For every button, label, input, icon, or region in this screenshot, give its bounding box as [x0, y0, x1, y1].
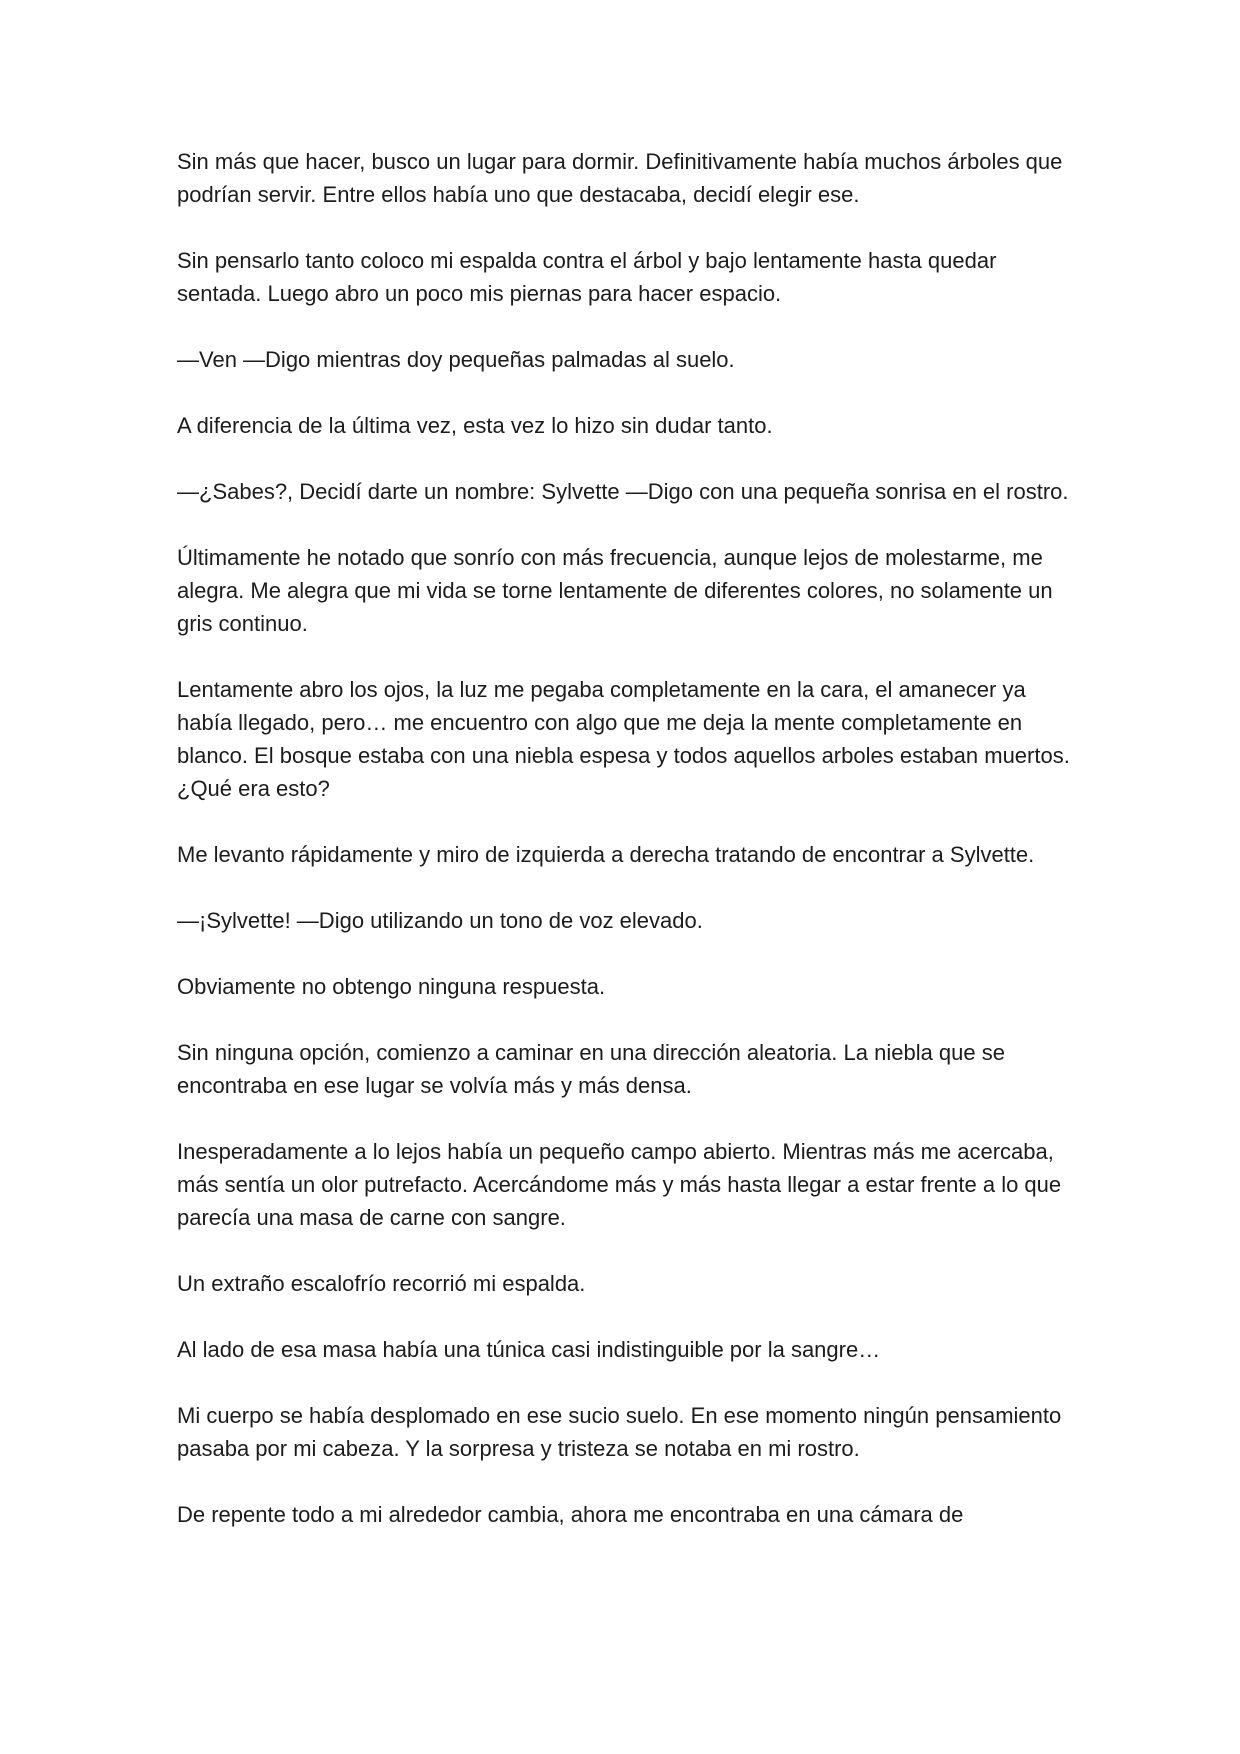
paragraph: Me levanto rápidamente y miro de izquierda a derecha tratando de encontrar a Sylvette.: [177, 842, 1035, 867]
paragraph: —¡Sylvette! —Digo utilizando un tono de voz elevado.: [177, 908, 703, 933]
paragraph: Mi cuerpo se había desplomado en ese sucio suelo. En ese momento ningún pensamiento pasaba por mi cabeza. Y la sorpresa y tristeza se notaba en mi rostro.: [177, 1403, 1062, 1461]
paragraph: Obviamente no obtengo ninguna respuesta.: [177, 974, 606, 999]
paragraph: Sin ninguna opción, comienzo a caminar en una dirección aleatoria. La niebla que se encontraba en ese lugar se volvía más y más densa.: [177, 1040, 1005, 1098]
paragraph: Inesperadamente a lo lejos había un pequeño campo abierto. Mientras más me acercaba, más sentía un olor putrefacto. Acercándome más y más hasta llegar a estar frente a lo que parecía una masa de carne con sangre.: [177, 1139, 1062, 1230]
paragraph: —Ven —Digo mientras doy pequeñas palmadas al suelo.: [177, 347, 735, 372]
paragraph: —¿Sabes?, Decidí darte un nombre: Sylvette —Digo con una pequeña sonrisa en el rostro.: [177, 479, 1069, 504]
paragraph: De repente todo a mi alrededor cambia, ahora me encontraba en una cámara de: [177, 1502, 964, 1527]
paragraph: Un extraño escalofrío recorrió mi espalda.: [177, 1271, 586, 1296]
paragraph: Últimamente he notado que sonrío con más frecuencia, aunque lejos de molestarme, me alegra. Me alegra que mi vida se torne lentamente de diferentes colores, no solamente un gris continuo.: [177, 545, 1053, 636]
paragraph: Lentamente abro los ojos, la luz me pegaba completamente en la cara, el amanecer ya había llegado, pero… me encuentro con algo que me deja la mente completamente en blanco. El bosque estaba con una niebla espesa y todos aquellos arboles estaban muertos. ¿Qué era esto?: [177, 677, 1070, 801]
paragraph: Al lado de esa masa había una túnica casi indistinguible por la sangre…: [177, 1337, 881, 1362]
paragraph: Sin más que hacer, busco un lugar para dormir. Definitivamente había muchos árboles que podrían servir. Entre ellos había uno que destacaba, decidí elegir ese.: [177, 149, 1063, 207]
paragraph: Sin pensarlo tanto coloco mi espalda contra el árbol y bajo lentamente hasta quedar sentada. Luego abro un poco mis piernas para hacer espacio.: [177, 248, 997, 306]
paragraph: A diferencia de la última vez, esta vez lo hizo sin dudar tanto.: [177, 413, 773, 438]
document-body: [177, 145, 1077, 1531]
